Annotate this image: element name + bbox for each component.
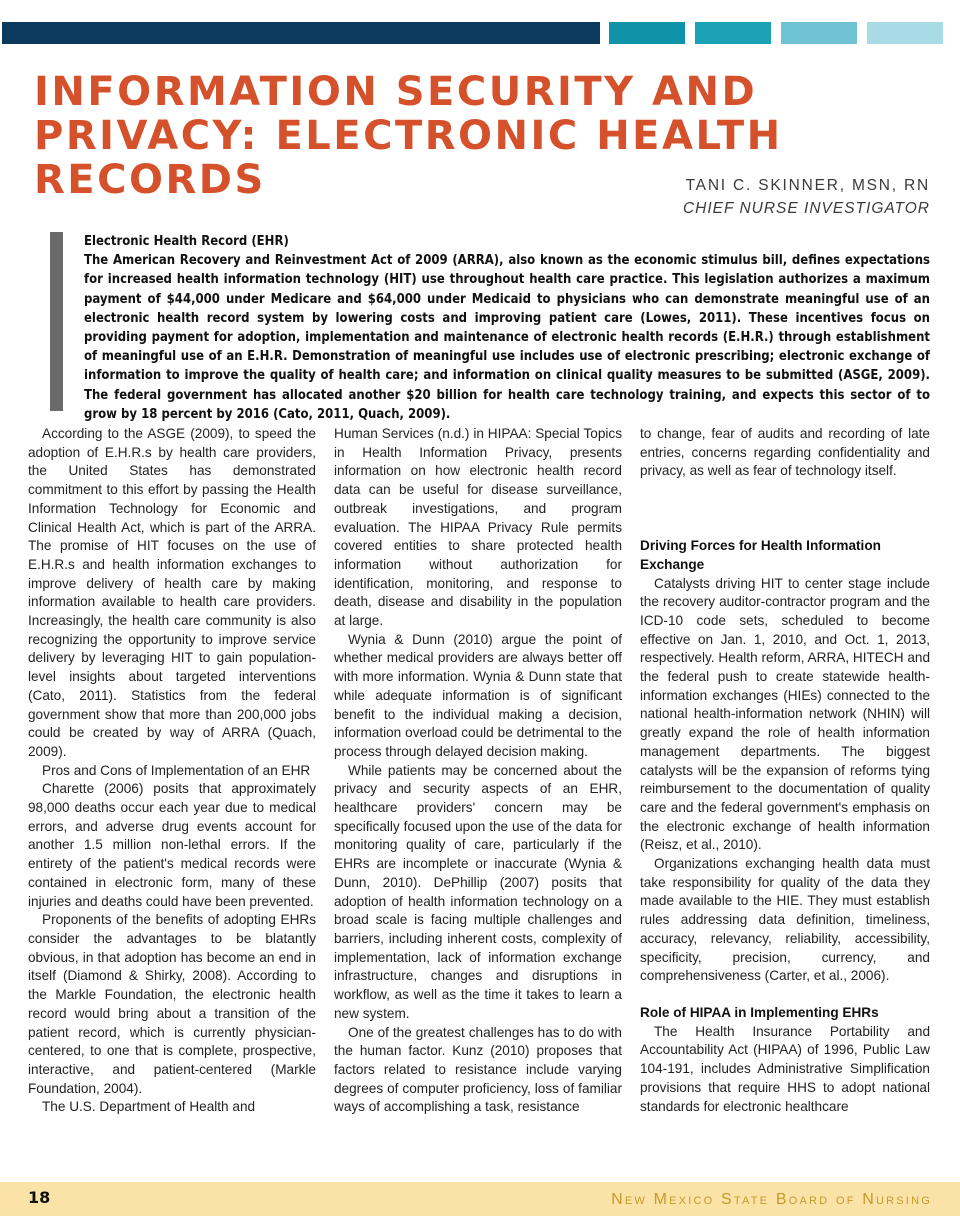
section-heading-driving-forces: Driving Forces for Health Information Exchange <box>640 538 881 572</box>
spacer <box>640 986 930 1004</box>
bar-segment-light <box>781 22 857 44</box>
header-color-bar <box>0 22 960 44</box>
col1-paragraph: Charette (2006) posits that approximately 98,000 deaths occur each year due to medical errors, and adverse drug events account for another 1.5 million non-lethal errors. If the entirety of the patient's medical records were contained in electronic form, many of these injuries and deaths could have been prevented. <box>28 781 316 909</box>
bar-segment-pale <box>867 22 943 44</box>
article-title <box>34 70 794 202</box>
bar-segment-teal-2 <box>695 22 771 44</box>
col1-paragraph: Proponents of the benefits of adopting EHRs consider the advantages to be blatantly obvious, in that adoption has become an end in itself (Diamond & Shirky, 2008). According to the Markle Foundation, the electronic health record would bring about a transition of the patient record, which is currently physician-centered, to one that is complete, prospective, interactive, and patient-centered (Markle Foundation, 2004). <box>28 912 316 1096</box>
title-line-1: INFORMATION SECURITY AND <box>34 69 758 115</box>
col1-paragraph: Pros and Cons of Implementation of an EHR <box>42 762 311 778</box>
col3-paragraph: Organizations exchanging health data must take responsibility for quality of the data they made available to the HIE. They must establish rules addressing data definition, timeliness, accuracy, relevancy, reliability, accessibility, specificity, precision, currency, and comprehensiveness (Carter, et al., 2006). <box>640 856 930 984</box>
drop-cap-bar <box>50 232 63 411</box>
column-1 <box>28 425 316 1153</box>
title-line-3: RECORDS <box>34 157 266 203</box>
col2-paragraph: Wynia & Dunn (2010) argue the point of whether medical providers are always better off with more information. Wynia & Dunn state that while adequate information is of significant benefit to the individual making a decision, information overload could be detrimental to the process through delayed decision making. <box>334 631 622 759</box>
col2-paragraph: While patients may be concerned about the privacy and security aspects of an EHR, healthcare providers' concern may be specifically focused upon the use of the data for monitoring quality of care, particularly if the EHRs are incomplete or inaccurate (Wynia & Dunn, 2010). DePhillip (2007) posits that adoption of health information technology on a broad scale is facing multiple challenges and barriers, including inherent costs, complexity of implementation, lack of information exchange infrastructure, changes and disruptions in workflow, as well as the time it takes to learn a new system. <box>334 762 622 1021</box>
col3-paragraph: Catalysts driving HIT to center stage include the recovery auditor-contractor program and the ICD-10 code sets, scheduled to become effective on Jan. 1, 2010, and Oct. 1, 2013, respectively. Health reform, ARRA, HITECH and the federal push to create statewide health-information exchanges (HIEs) connected to the national health-information network (NHIN) will greatly expand the role of health information management departments. The biggest catalysts will be the expansion of reforms tying reimbursement to the documentation of quality care and the federal government's emphasis on the electronic exchange of health information (Reisz, et al., 2010). <box>640 575 930 853</box>
col3-paragraph: The Health Insurance Portability and Accountability Act (HIPAA) of 1996, Public Law 104-191, includes Administrative Simplification provisions that require HHS to adopt national standards for electronic healthcare <box>640 1023 930 1114</box>
page-footer <box>0 1182 960 1216</box>
page-number: 18 <box>28 1188 51 1207</box>
column-3 <box>640 425 930 1153</box>
author-name: TANI C. SKINNER, MSN, RN <box>685 177 930 194</box>
section-heading-hipaa: Role of HIPAA in Implementing EHRs <box>640 1004 879 1020</box>
intro-heading: Electronic Health Record (EHR) <box>84 234 289 249</box>
footer-organization: New Mexico State Board of Nursing <box>611 1191 932 1208</box>
col1-paragraph: The U.S. Department of Health and <box>42 1099 256 1115</box>
col1-paragraph: According to the ASGE (2009), to speed the adoption of E.H.R.s by health care providers, the United States has demonstrated commitment to this effort by passing the Health Information Technology for Economic and Clinical Health Act, which is part of the ARRA. The promise of HIT focuses on the use of E.H.R.s and health information exchanges to improve delivery of health care by making information available to health care providers. Increasingly, the health care community is also recognizing the opportunity to improve service delivery by leveraging HIT to gain population-level insights about targeted interventions (Cato, 2011). Statistics from the federal government show that more than 200,000 jobs could be created by way of ARRA (Quach, 2009). <box>28 426 316 759</box>
bar-segment-navy <box>2 22 600 44</box>
spacer <box>640 481 930 537</box>
col2-paragraph: One of the greatest challenges has to do with the human factor. Kunz (2010) proposes that factors related to resistance include varying degrees of computer proficiency, loss of familiar ways of accomplishing a task, resistance <box>334 1024 622 1115</box>
intro-block <box>84 232 930 424</box>
author-block <box>683 176 930 219</box>
col3-paragraph: to change, fear of audits and recording of late entries, concerns regarding confidentiality and privacy, as well as fear of technology itself. <box>640 426 930 479</box>
column-2 <box>334 425 622 1153</box>
intro-text: The American Recovery and Reinvestment Act of 2009 (ARRA), also known as the economic stimulus bill, defines expectations for increased health information technology (HIT) use throughout health care practice. This legislation authorizes a maximum payment of $44,000 under Medicare and $64,000 under Medicaid to physicians who can demonstrate meaningful use of an electronic health record system by lowering costs and improving patient care (Lowes, 2011). These incentives focus on providing payment for adoption, implementation and maintenance of electronic health records (E.H.R.) through establishment of meaningful use of an E.H.R. Demonstration of meaningful use includes use of electronic prescribing; electronic exchange of information to improve the quality of health care; and information on clinical quality measures to be submitted (ASGE, 2009). The federal government has allocated another $20 billion for health care technology training, and expects this sector of to grow by 18 percent by 2016 (Cato, 2011, Quach, 2009). <box>84 253 930 422</box>
col2-paragraph: Human Services (n.d.) in HIPAA: Special Topics in Health Information Privacy, presents information on how electronic health record data can be useful for disease surveillance, outbreak investigations, and program evaluation. The HIPAA Privacy Rule permits covered entities to share protected health information without authorization for identification, monitoring, and response to death, disease and disability in the population at large. <box>334 426 622 629</box>
bar-segment-teal <box>609 22 685 44</box>
title-line-2: PRIVACY: ELECTRONIC HEALTH <box>34 113 783 159</box>
author-role: CHIEF NURSE INVESTIGATOR <box>682 200 930 217</box>
